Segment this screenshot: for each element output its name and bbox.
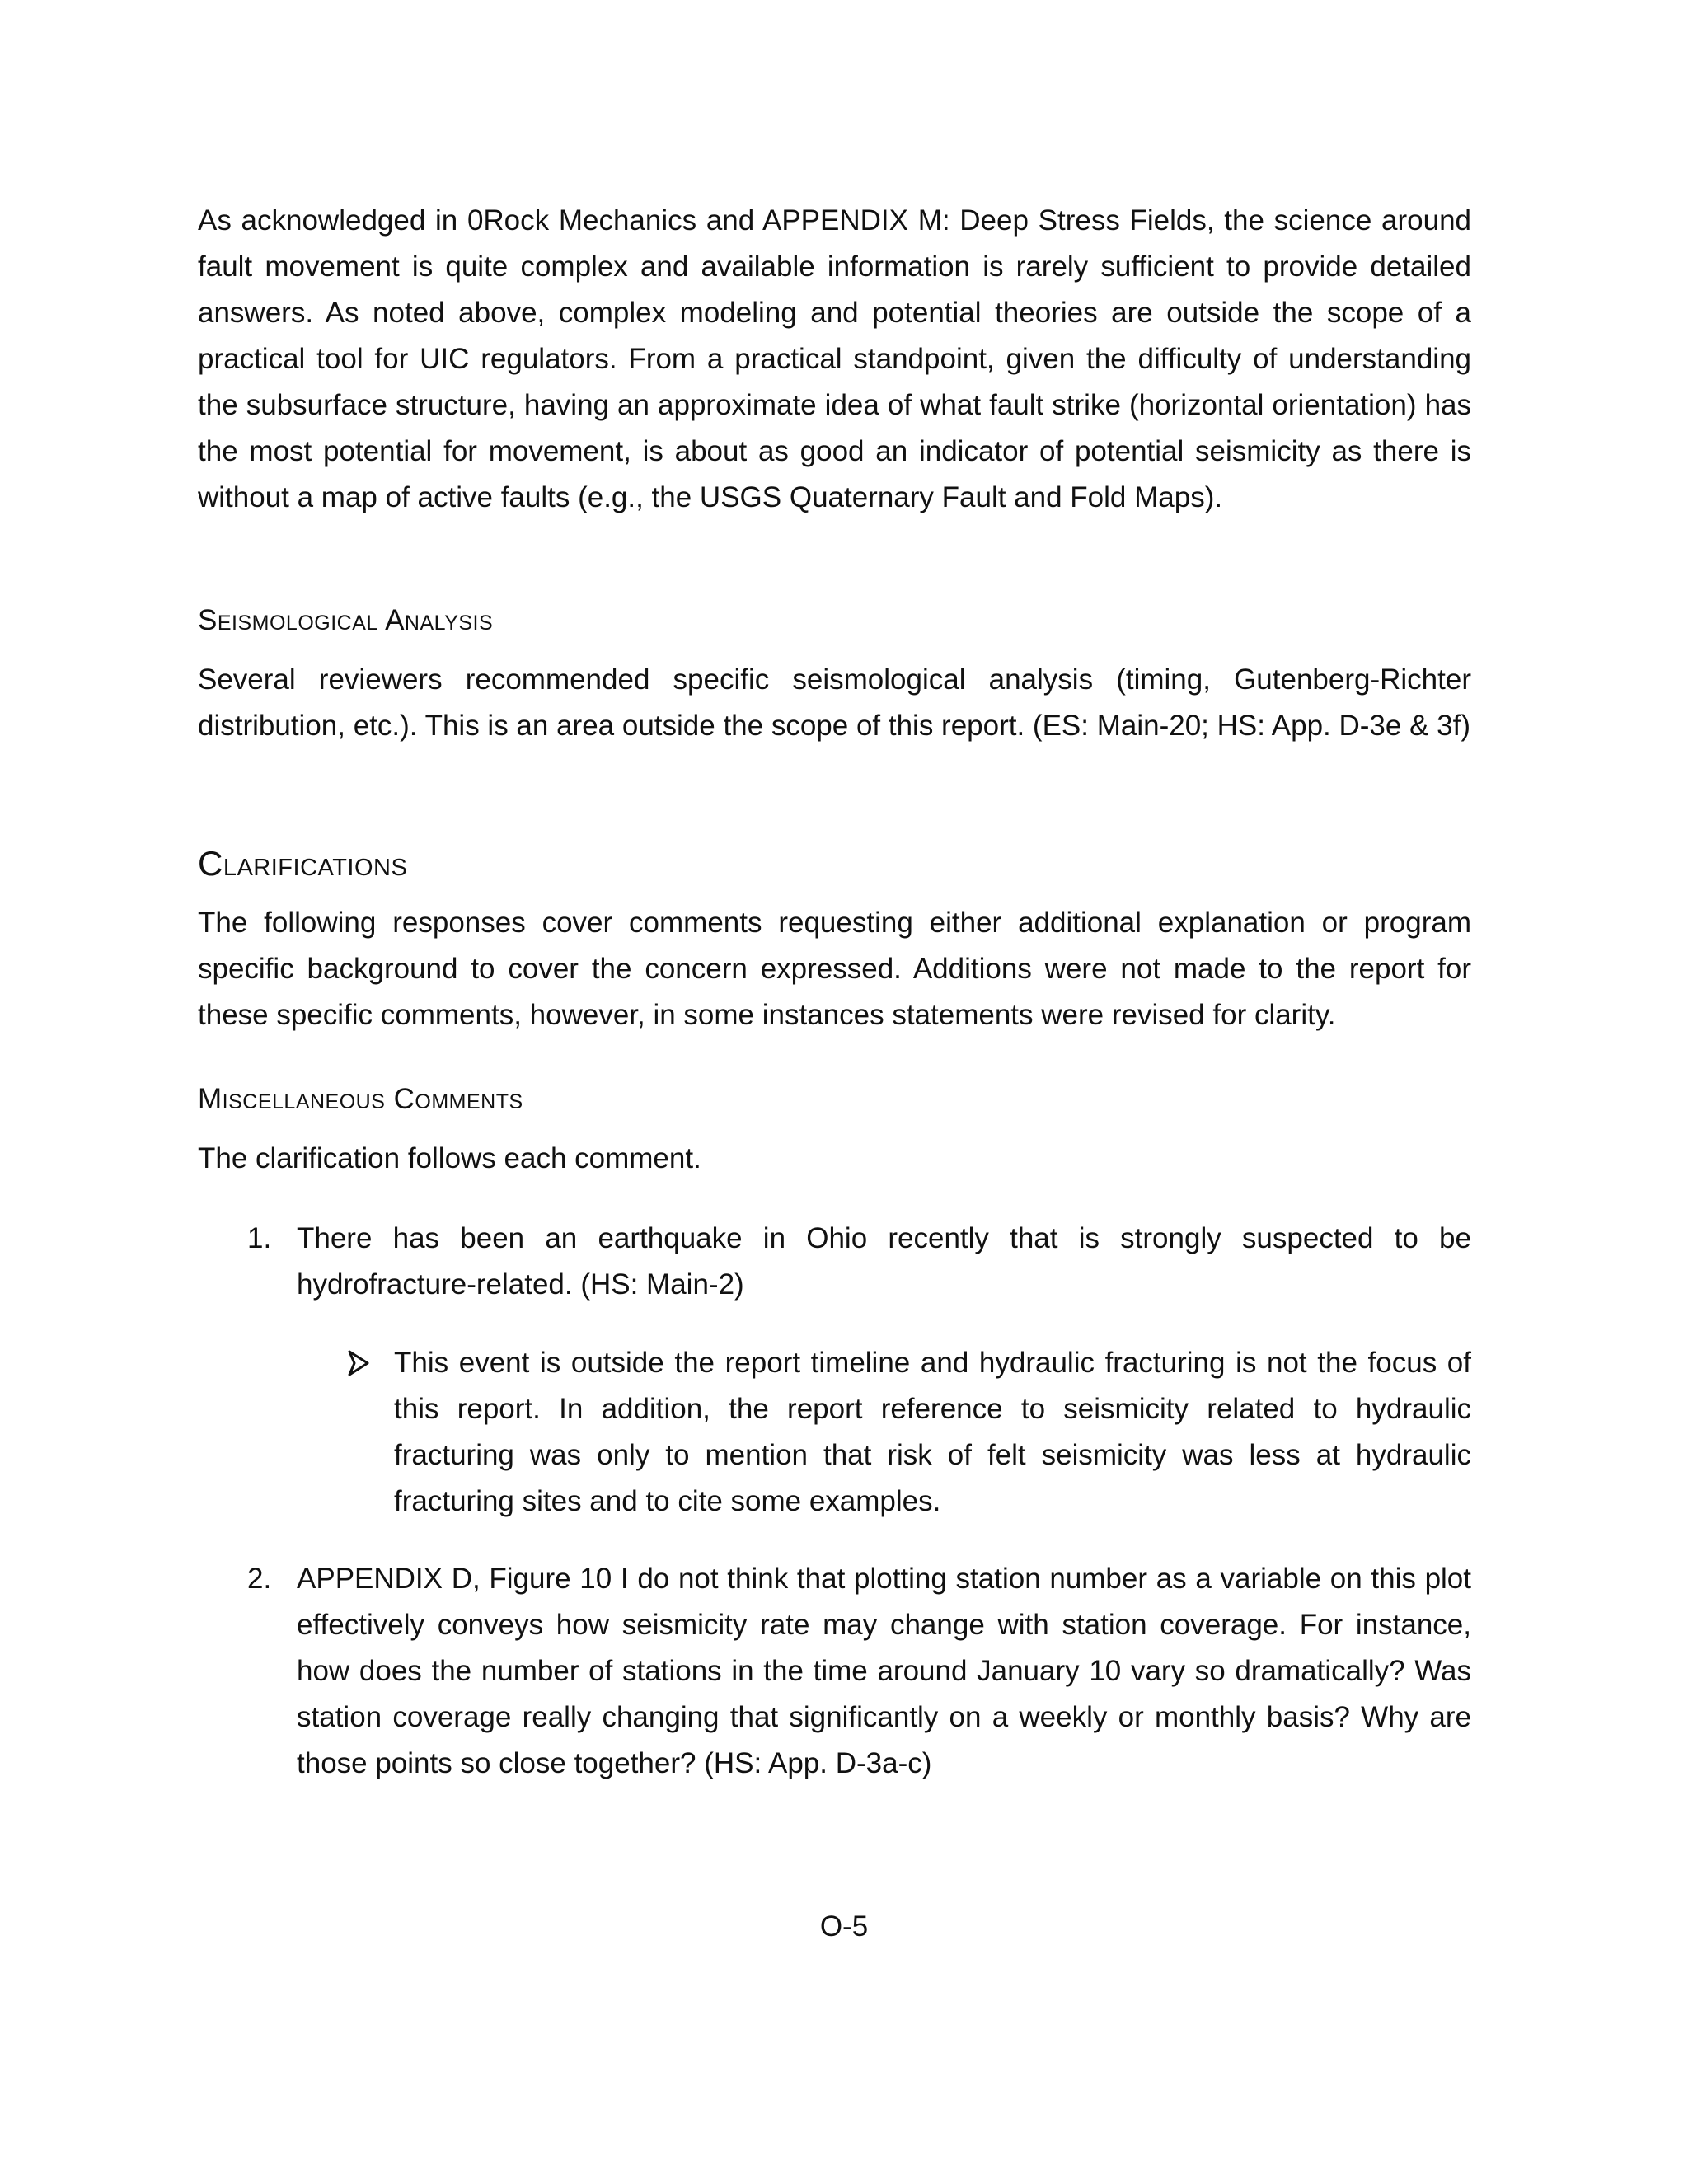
- arrow-bullet-icon: [346, 1340, 379, 1400]
- intro-paragraph: As acknowledged in 0Rock Mechanics and APPENDIX M: Deep Stress Fields, the science around fault movement is quite complex and available information is rarely sufficient to provide detailed answers. As noted above, complex modeling and potential theories are outside the scope of a practical tool for UIC regulators. From a practical standpoint, given the difficulty of understanding the subsurface structure, having an approximate idea of what fault strike (horizontal orientation) has the most potential for movement, is about as good an indicator of potential seismicity as there is without a map of active faults (e.g., the USGS Quaternary Fault and Fold Maps).: [198, 204, 1471, 513]
- heading-seismological-analysis: Seismological Analysis: [198, 604, 494, 636]
- misc-paragraph: The clarification follows each comment.: [198, 1142, 701, 1174]
- clarifications-paragraph: The following responses cover comments requesting either additional explanation or program specific background to cover the concern expressed. Additions were not made to the report for these specific comments, however, in some instances statements were revised for clarity.: [198, 907, 1471, 1031]
- seismological-paragraph: Several reviewers recommended specific seismological analysis (timing, Gutenberg-Richter distribution, etc.). This is an area outside the scope of this report. (ES: Main-20; HS: App. D-3e & 3f): [198, 663, 1471, 742]
- list-item: [247, 1216, 1471, 1308]
- list-item-number: 2.: [247, 1563, 272, 1595]
- list-item-number: 1.: [247, 1222, 272, 1254]
- bullet-text: This event is outside the report timeline and hydraulic fracturing is not the focus of this report. In addition, the report reference to seismicity related to hydraulic fracturing was only to mention that risk of felt seismicity was less at hydraulic fracturing sites and to cite some examples.: [394, 1347, 1471, 1517]
- heading-clarifications: Clarifications: [198, 844, 408, 883]
- list-item-text: APPENDIX D, Figure 10 I do not think that plotting station number as a variable on this plot effectively conveys how seismicity rate may change with station coverage. For instance, how does the number of stations in the time around January 10 vary so dramatically? Was station coverage really changing that significantly on a weekly or monthly basis? Why are those points so close together? (HS: App. D-3a-c): [297, 1563, 1471, 1779]
- heading-miscellaneous-comments: Miscellaneous Comments: [198, 1083, 523, 1115]
- bullet-item: [346, 1340, 1471, 1525]
- list-item: [247, 1556, 1471, 1787]
- page-number: O-5: [819, 1910, 869, 1943]
- list-item-text: There has been an earthquake in Ohio recently that is strongly suspected to be hydrofracture-related. (HS: Main-2): [297, 1222, 1471, 1301]
